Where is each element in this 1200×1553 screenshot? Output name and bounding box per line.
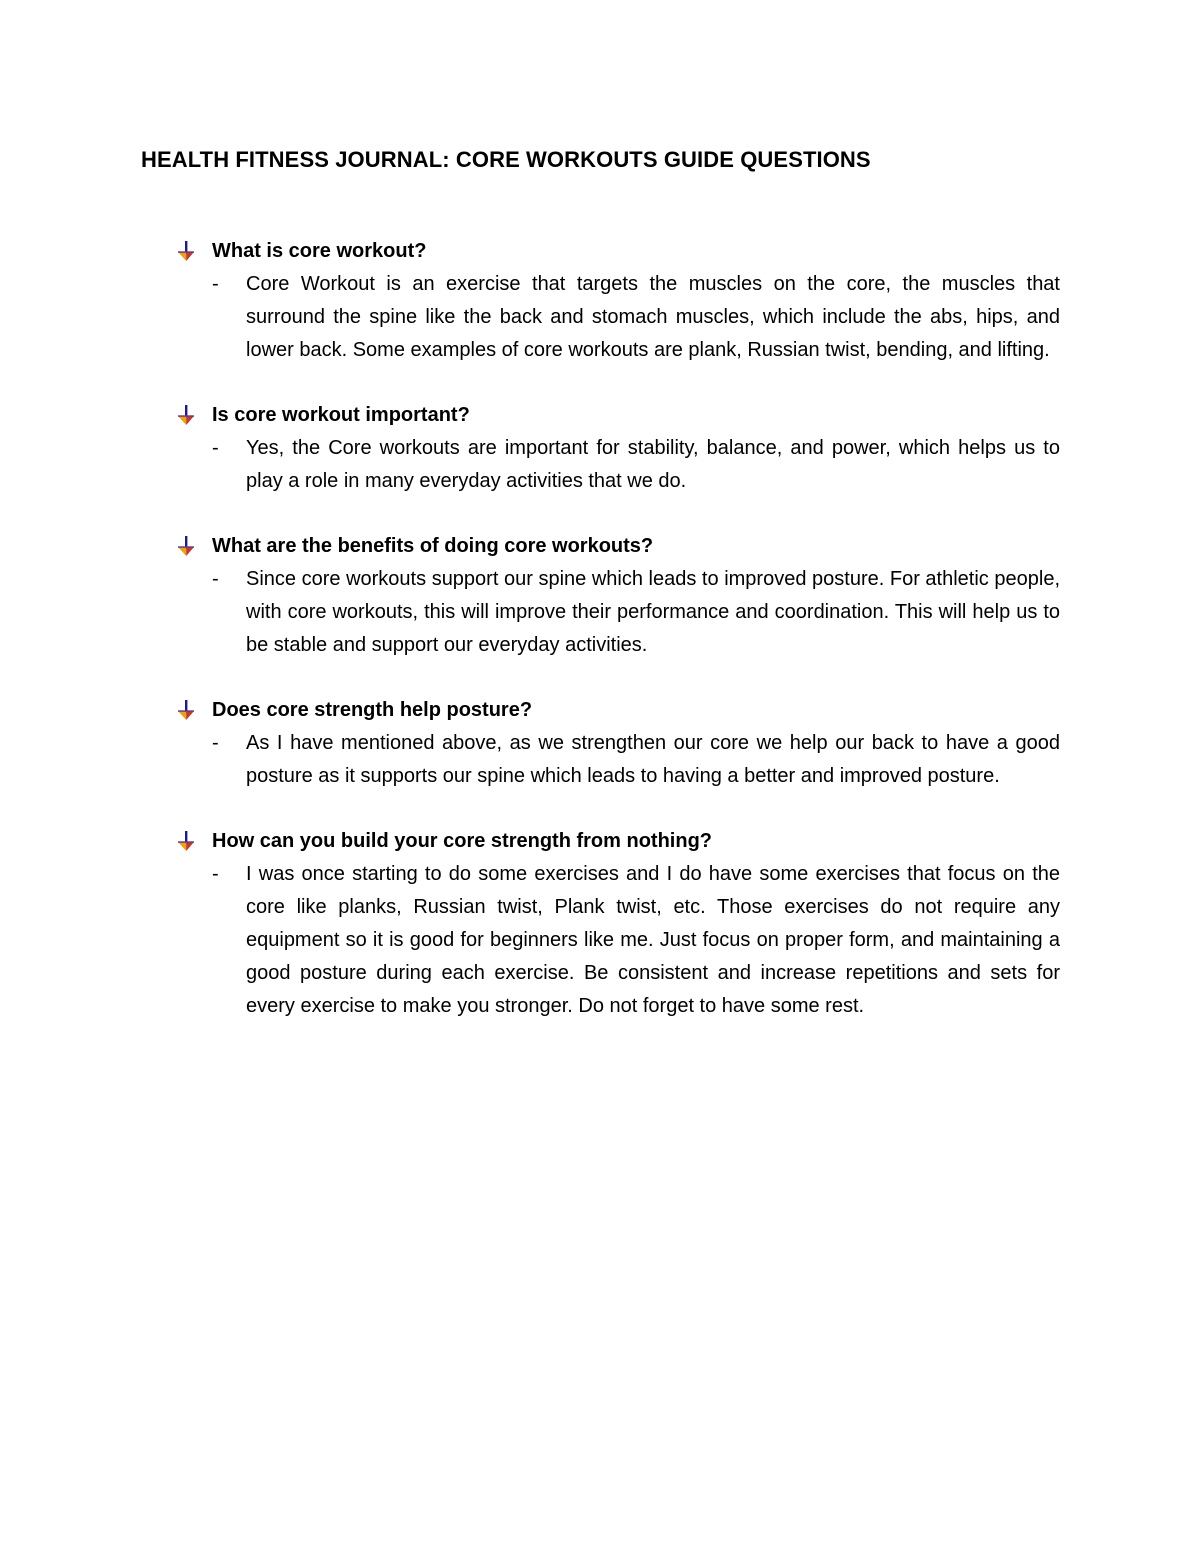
answer-text: Core Workout is an exercise that targets the muscles on the core, the muscles that surround the spine like the back and stomach muscles, which include the abs, hips, and lower back. Some examples of core workouts are plank, Russian twist, bending, and lifting. xyxy=(246,273,1060,361)
question-row xyxy=(176,824,1060,858)
arrow-down-bullet-icon xyxy=(176,699,196,721)
question-row xyxy=(176,398,1060,432)
qa-item xyxy=(176,824,1060,1023)
answer-row xyxy=(212,432,1060,498)
arrow-down-bullet-icon xyxy=(176,404,196,426)
question-text: What is core workout? xyxy=(212,240,427,262)
answer-row xyxy=(212,563,1060,662)
qa-item xyxy=(176,529,1060,662)
qa-list xyxy=(176,234,1060,1054)
question-row xyxy=(176,234,1060,268)
qa-item xyxy=(176,234,1060,367)
question-text: Is core workout important? xyxy=(212,404,470,426)
qa-item xyxy=(176,398,1060,498)
qa-item xyxy=(176,693,1060,793)
dash-bullet: - xyxy=(212,437,219,459)
answer-text: As I have mentioned above, as we strengthen our core we help our back to have a good posture as it supports our spine which leads to having a better and improved posture. xyxy=(246,732,1060,787)
answer-row xyxy=(212,268,1060,367)
arrow-down-bullet-icon xyxy=(176,830,196,852)
dash-bullet: - xyxy=(212,863,219,885)
question-row xyxy=(176,693,1060,727)
arrow-down-bullet-icon xyxy=(176,240,196,262)
question-text: Does core strength help posture? xyxy=(212,699,533,721)
dash-bullet: - xyxy=(212,568,219,590)
arrow-down-bullet-icon xyxy=(176,535,196,557)
dash-bullet: - xyxy=(212,732,219,754)
question-text: What are the benefits of doing core workouts? xyxy=(212,535,654,557)
dash-bullet: - xyxy=(212,273,219,295)
answer-row xyxy=(212,858,1060,1023)
question-text: How can you build your core strength from nothing? xyxy=(212,830,712,852)
answer-text: Yes, the Core workouts are important for stability, balance, and power, which helps us to play a role in many everyday activities that we do. xyxy=(246,437,1060,492)
answer-text: I was once starting to do some exercises and I do have some exercises that focus on the core like planks, Russian twist, Plank twist, etc. Those exercises do not require any equipment so it is good for beginners like me. Just focus on proper form, and maintaining a good posture during each exercise. Be consistent and increase repetitions and sets for every exercise to make you stronger. Do not forget to have some rest. xyxy=(246,863,1060,1017)
question-row xyxy=(176,529,1060,563)
answer-text: Since core workouts support our spine which leads to improved posture. For athletic people, with core workouts, this will improve their performance and coordination. This will help us to be stable and support our everyday activities. xyxy=(246,568,1060,656)
answer-row xyxy=(212,727,1060,793)
document-title: HEALTH FITNESS JOURNAL: CORE WORKOUTS GUIDE QUESTIONS xyxy=(141,147,871,172)
